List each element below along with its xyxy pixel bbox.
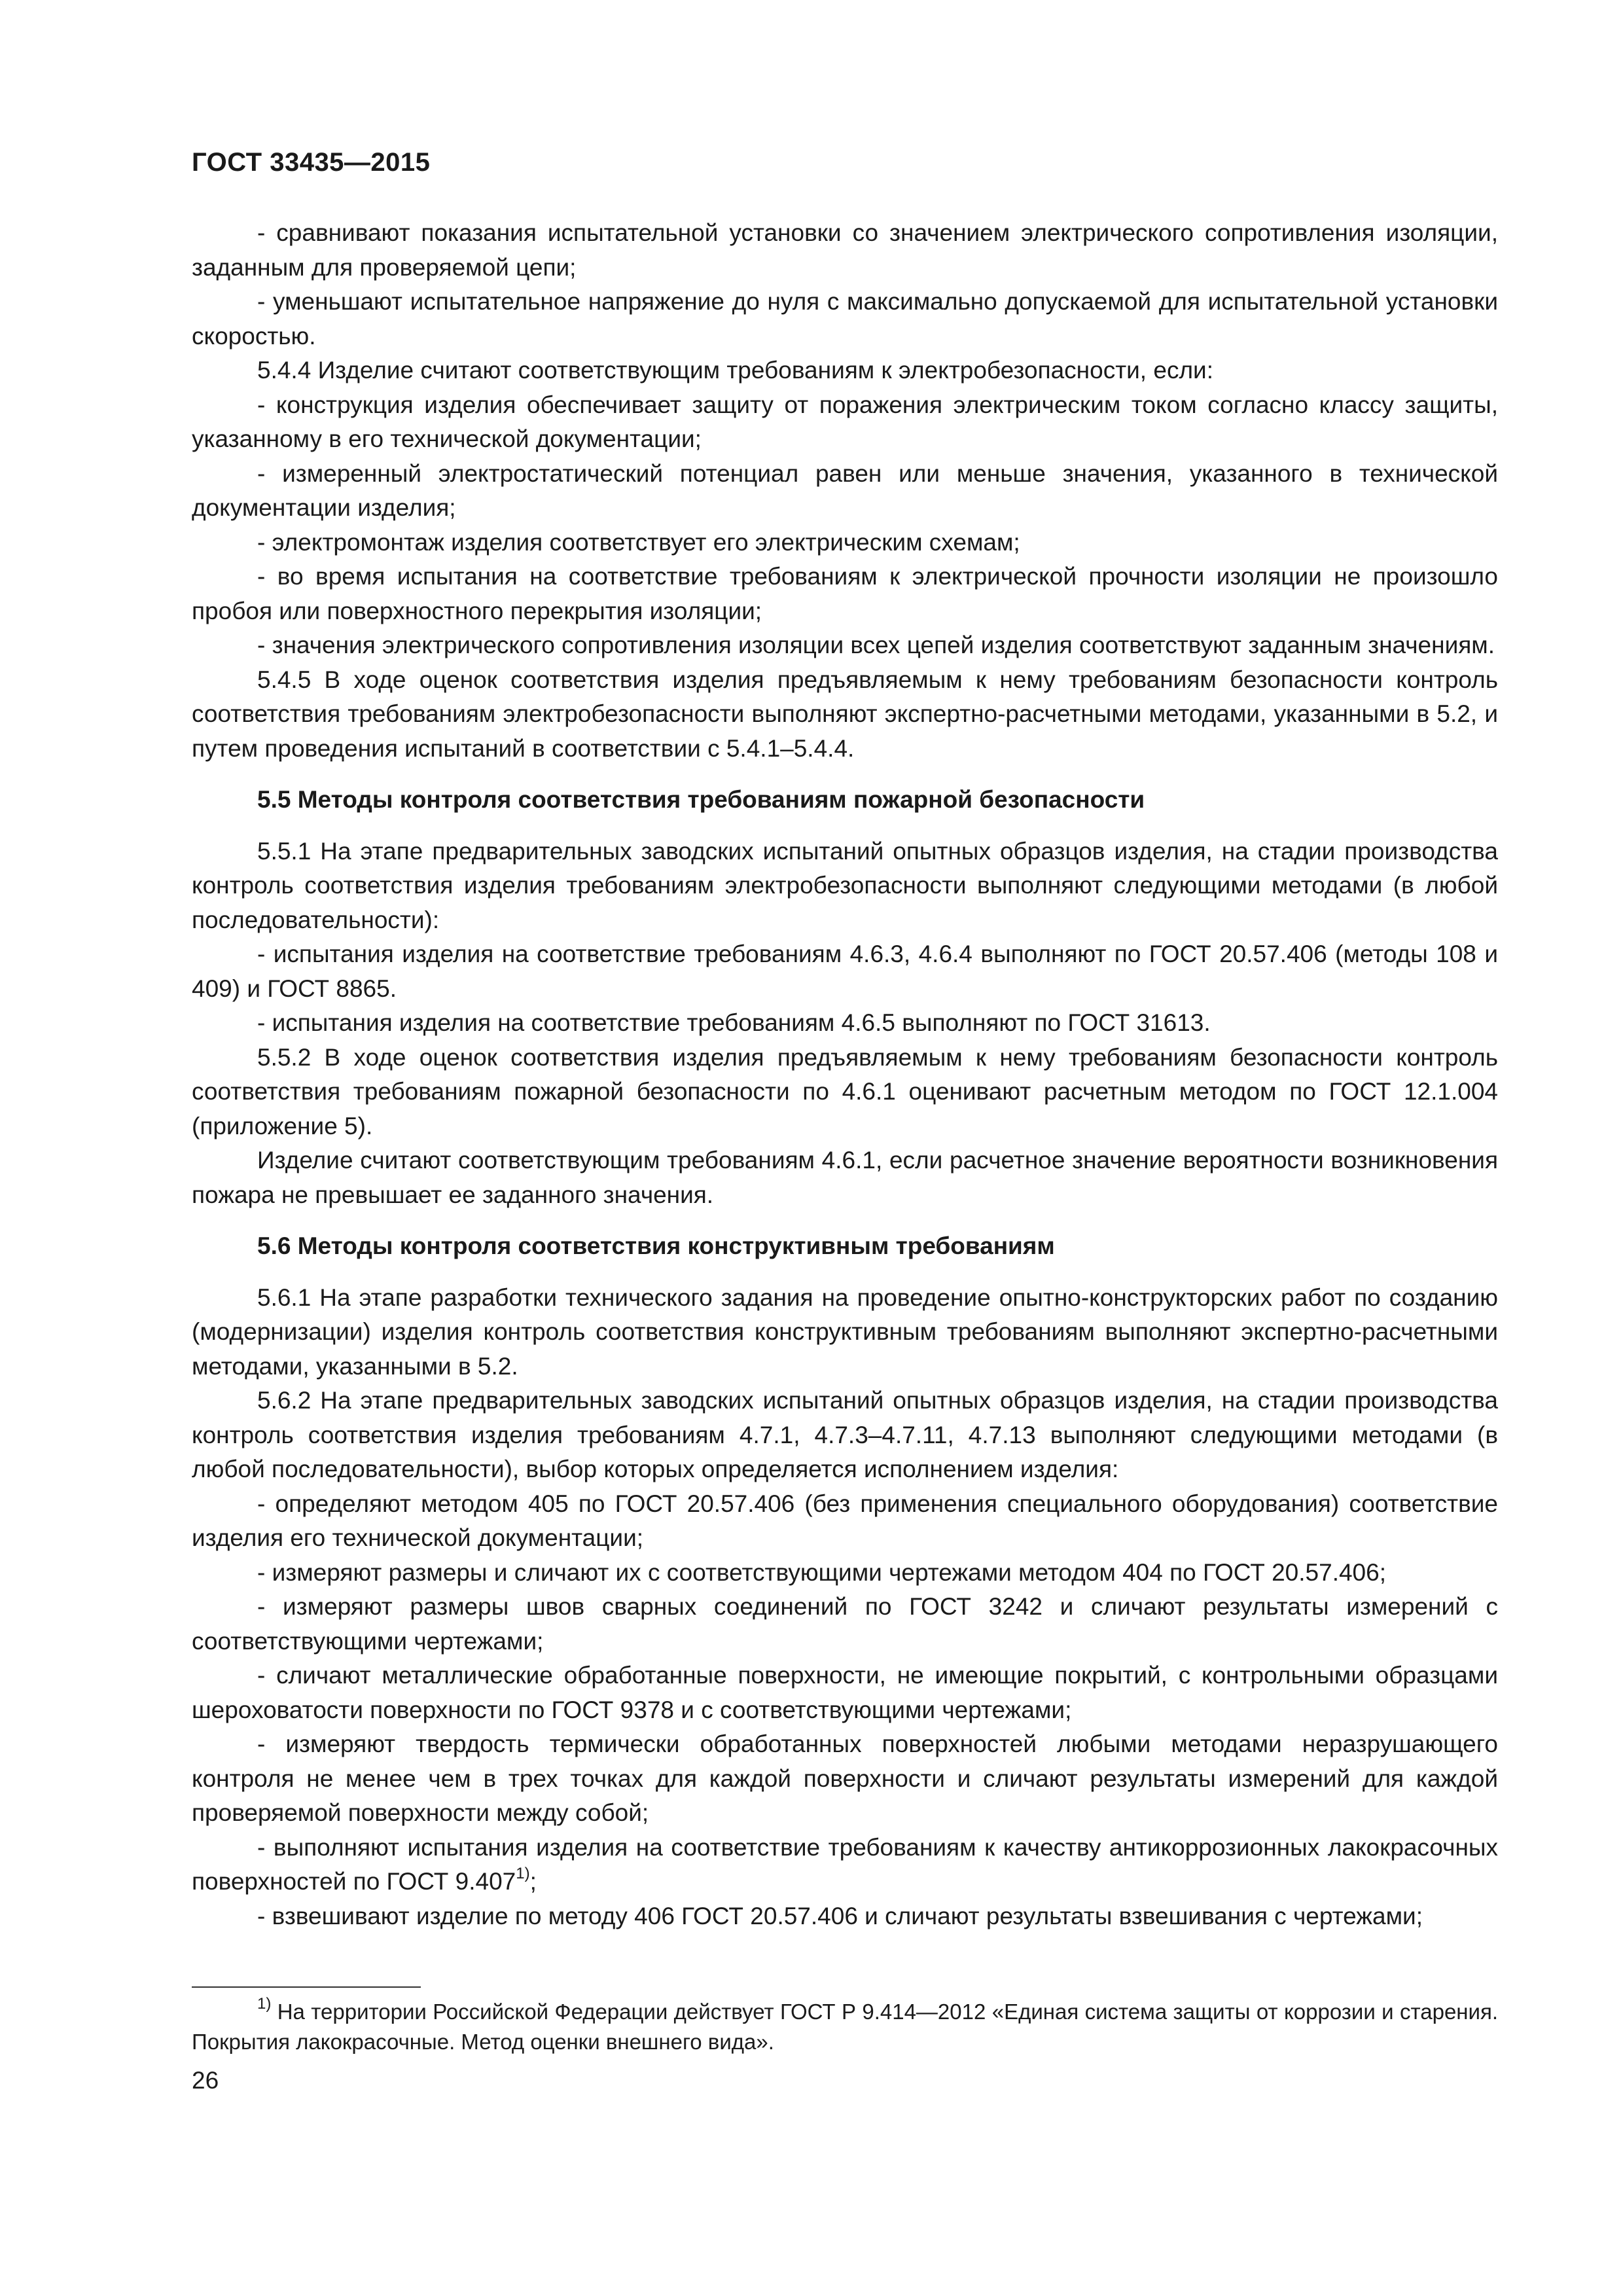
paragraph: - взвешивают изделие по методу 406 ГОСТ 20.57.406 и сличают результаты взвешивания с чертежами;: [257, 1902, 1423, 1929]
footnote-text: [192, 1997, 1498, 2057]
paragraph: - испытания изделия на соответствие требованиям 4.6.5 выполняют по ГОСТ 31613.: [257, 1009, 1211, 1036]
section-heading-5-5: 5.5 Методы контроля соответствия требованиям пожарной безопасности: [257, 786, 1145, 813]
footnote-divider: [192, 1986, 421, 1988]
paragraph: - значения электрического сопротивления изоляции всех цепей изделия соответствуют заданным значениям.: [257, 632, 1495, 658]
paragraph: - во время испытания на соответствие требованиям к электрической прочности изоляции не произошло пробоя или поверхностного перекрытия изоляции;: [192, 563, 1498, 624]
paragraph: - испытания изделия на соответствие требованиям 4.6.3, 4.6.4 выполняют по ГОСТ 20.57.406 (методы 108 и 409) и ГОСТ 8865.: [192, 941, 1498, 1002]
page-number: 26: [192, 2067, 219, 2094]
paragraph: - электромонтаж изделия соответствует его электрическим схемам;: [257, 528, 1020, 556]
paragraph-tail: ;: [529, 1868, 537, 1895]
clause-5-5-1: 5.5.1 На этапе предварительных заводских испытаний опытных образцов изделия, на стадии производства контроль соответствия изделия требованиям электробезопасности выполняют следующими методами (в любой последовательности):: [192, 837, 1498, 933]
paragraph: - измеренный электростатический потенциал равен или меньше значения, указанного в технической документации изделия;: [192, 459, 1498, 521]
clause-5-4-4: 5.4.4 Изделие считают соответствующим требованиям к электробезопасности, если:: [257, 357, 1213, 384]
footnote-body: На территории Российской Федерации действует ГОСТ Р 9.414—2012 «Единая система защиты от коррозии и старения. Покрытия лакокрасочные. Метод оценки внешнего вида».: [192, 2000, 1498, 2054]
paragraph: - сравнивают показания испытательной установки со значением электрического сопротивления изоляции, заданным для проверяемой цепи;: [192, 219, 1498, 281]
paragraph: - измеряют размеры и сличают их с соответствующими чертежами методом 404 по ГОСТ 20.57.406;: [257, 1558, 1386, 1586]
footnote: [192, 1997, 1498, 2057]
paragraph: - сличают металлические обработанные поверхности, не имеющие покрытий, с контрольными образцами шероховатости поверхности по ГОСТ 9378 и с соответствующими чертежами;: [192, 1662, 1498, 1723]
paragraph: - конструкция изделия обеспечивает защиту от поражения электрическим током согласно классу защиты, указанному в его технической документации;: [192, 391, 1498, 452]
document-header: ГОСТ 33435—2015: [192, 148, 431, 177]
section-heading-5-6: 5.6 Методы контроля соответствия конструктивным требованиям: [257, 1232, 1055, 1259]
paragraph: - определяют методом 405 по ГОСТ 20.57.406 (без применения специального оборудования) соответствие изделия его технической документации;: [192, 1490, 1498, 1551]
paragraph: - измеряют твердость термически обработанных поверхностей любыми методами неразрушающего контроля не менее чем в трех точках для каждой поверхности и сличают результаты измерений для каждой проверяемой поверхности между собой;: [192, 1731, 1498, 1826]
paragraph: - измеряют размеры швов сварных соединений по ГОСТ 3242 и сличают результаты измерений с соответствующими чертежами;: [192, 1593, 1498, 1655]
clause-5-6-2: 5.6.2 На этапе предварительных заводских испытаний опытных образцов изделия, на стадии производства контроль соответствия изделия требованиям 4.7.1, 4.7.3–4.7.11, 4.7.13 выполняют следующими методами (в любой последовательности), выбор которых определяется исполнением изделия:: [192, 1387, 1498, 1482]
clause-5-5-2: 5.5.2 В ходе оценок соответствия изделия предъявляемым к нему требованиям безопасности контроль соответствия требованиям пожарной безопасности по 4.6.1 оценивают расчетным методом по ГОСТ 12.1.004 (приложение 5).: [192, 1043, 1498, 1139]
paragraph: - уменьшают испытательное напряжение до нуля с максимально допускаемой для испытательной установки скоростью.: [192, 288, 1498, 350]
paragraph: Изделие считают соответствующим требованиям 4.6.1, если расчетное значение вероятности возникновения пожара не превышает ее заданного значения.: [192, 1147, 1498, 1208]
clause-5-4-5: 5.4.5 В ходе оценок соответствия изделия предъявляемым к нему требованиям безопасности контроль соответствия требованиям электробезопасности выполняют экспертно-расчетными методами, указанными в 5.2, и путем проведения испытаний в соответствии с 5.4.1–5.4.4.: [192, 666, 1498, 762]
paragraph: [192, 1831, 1498, 1899]
clause-5-6-1: 5.6.1 На этапе разработки технического задания на проведение опытно-конструкторских работ по созданию (модернизации) изделия контроль соответствия конструктивным требованиям выполняют экспертно-расчетными методами, указанными в 5.2.: [192, 1283, 1498, 1380]
footnote-reference[interactable]: 1): [516, 1864, 530, 1882]
footnote-marker: 1): [257, 1995, 272, 2013]
paragraph-text: - выполняют испытания изделия на соответствие требованиям к качеству антикоррозионных лакокрасочных поверхностей по ГОСТ 9.407: [192, 1833, 1498, 1895]
document-body: [192, 216, 1498, 1933]
